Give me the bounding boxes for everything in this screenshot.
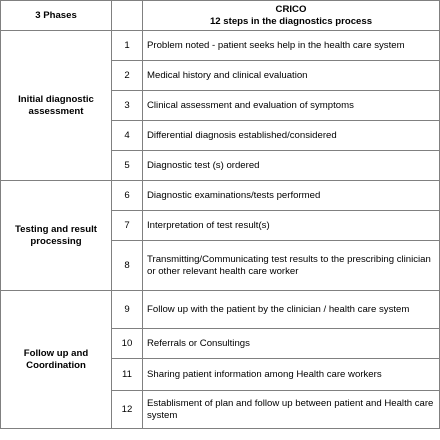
step-description: Differential diagnosis established/considered bbox=[143, 121, 440, 151]
step-description: Referrals or Consultings bbox=[143, 329, 440, 359]
phase-follow-up-coordination: Follow up and Coordination bbox=[1, 291, 112, 429]
step-number: 4 bbox=[112, 121, 143, 151]
step-number: 3 bbox=[112, 91, 143, 121]
steps-column-header bbox=[143, 1, 440, 31]
table-row bbox=[1, 31, 440, 61]
table-subtitle: 12 steps in the diagnostics process bbox=[209, 15, 373, 27]
step-description: Follow up with the patient by the clinician / health care system bbox=[143, 291, 440, 329]
table-row bbox=[1, 181, 440, 211]
step-description: Sharing patient information among Health care workers bbox=[143, 359, 440, 391]
step-number: 1 bbox=[112, 31, 143, 61]
step-number: 10 bbox=[112, 329, 143, 359]
step-description: Establisment of plan and follow up between patient and Health care system bbox=[143, 391, 440, 429]
step-number: 2 bbox=[112, 61, 143, 91]
table-header-row bbox=[1, 1, 440, 31]
step-description: Medical history and clinical evaluation bbox=[143, 61, 440, 91]
number-column-header bbox=[112, 1, 143, 31]
step-number: 11 bbox=[112, 359, 143, 391]
phase-initial-assessment: Initial diagnostic assessment bbox=[1, 31, 112, 181]
step-number: 5 bbox=[112, 151, 143, 181]
step-number: 7 bbox=[112, 211, 143, 241]
step-number: 12 bbox=[112, 391, 143, 429]
phases-column-header: 3 Phases bbox=[1, 1, 112, 31]
step-description: Clinical assessment and evaluation of symptoms bbox=[143, 91, 440, 121]
step-description: Diagnostic examinations/tests performed bbox=[143, 181, 440, 211]
step-description: Interpretation of test result(s) bbox=[143, 211, 440, 241]
step-number: 6 bbox=[112, 181, 143, 211]
step-description: Problem noted - patient seeks help in the health care system bbox=[143, 31, 440, 61]
phase-testing-processing: Testing and result processing bbox=[1, 181, 112, 291]
step-description: Transmitting/Communicating test results to the prescribing clinician or other relevant health care worker bbox=[143, 241, 440, 291]
table-row bbox=[1, 291, 440, 329]
step-number: 9 bbox=[112, 291, 143, 329]
table-title: CRICO bbox=[275, 3, 307, 15]
step-number: 8 bbox=[112, 241, 143, 291]
step-description: Diagnostic test (s) ordered bbox=[143, 151, 440, 181]
